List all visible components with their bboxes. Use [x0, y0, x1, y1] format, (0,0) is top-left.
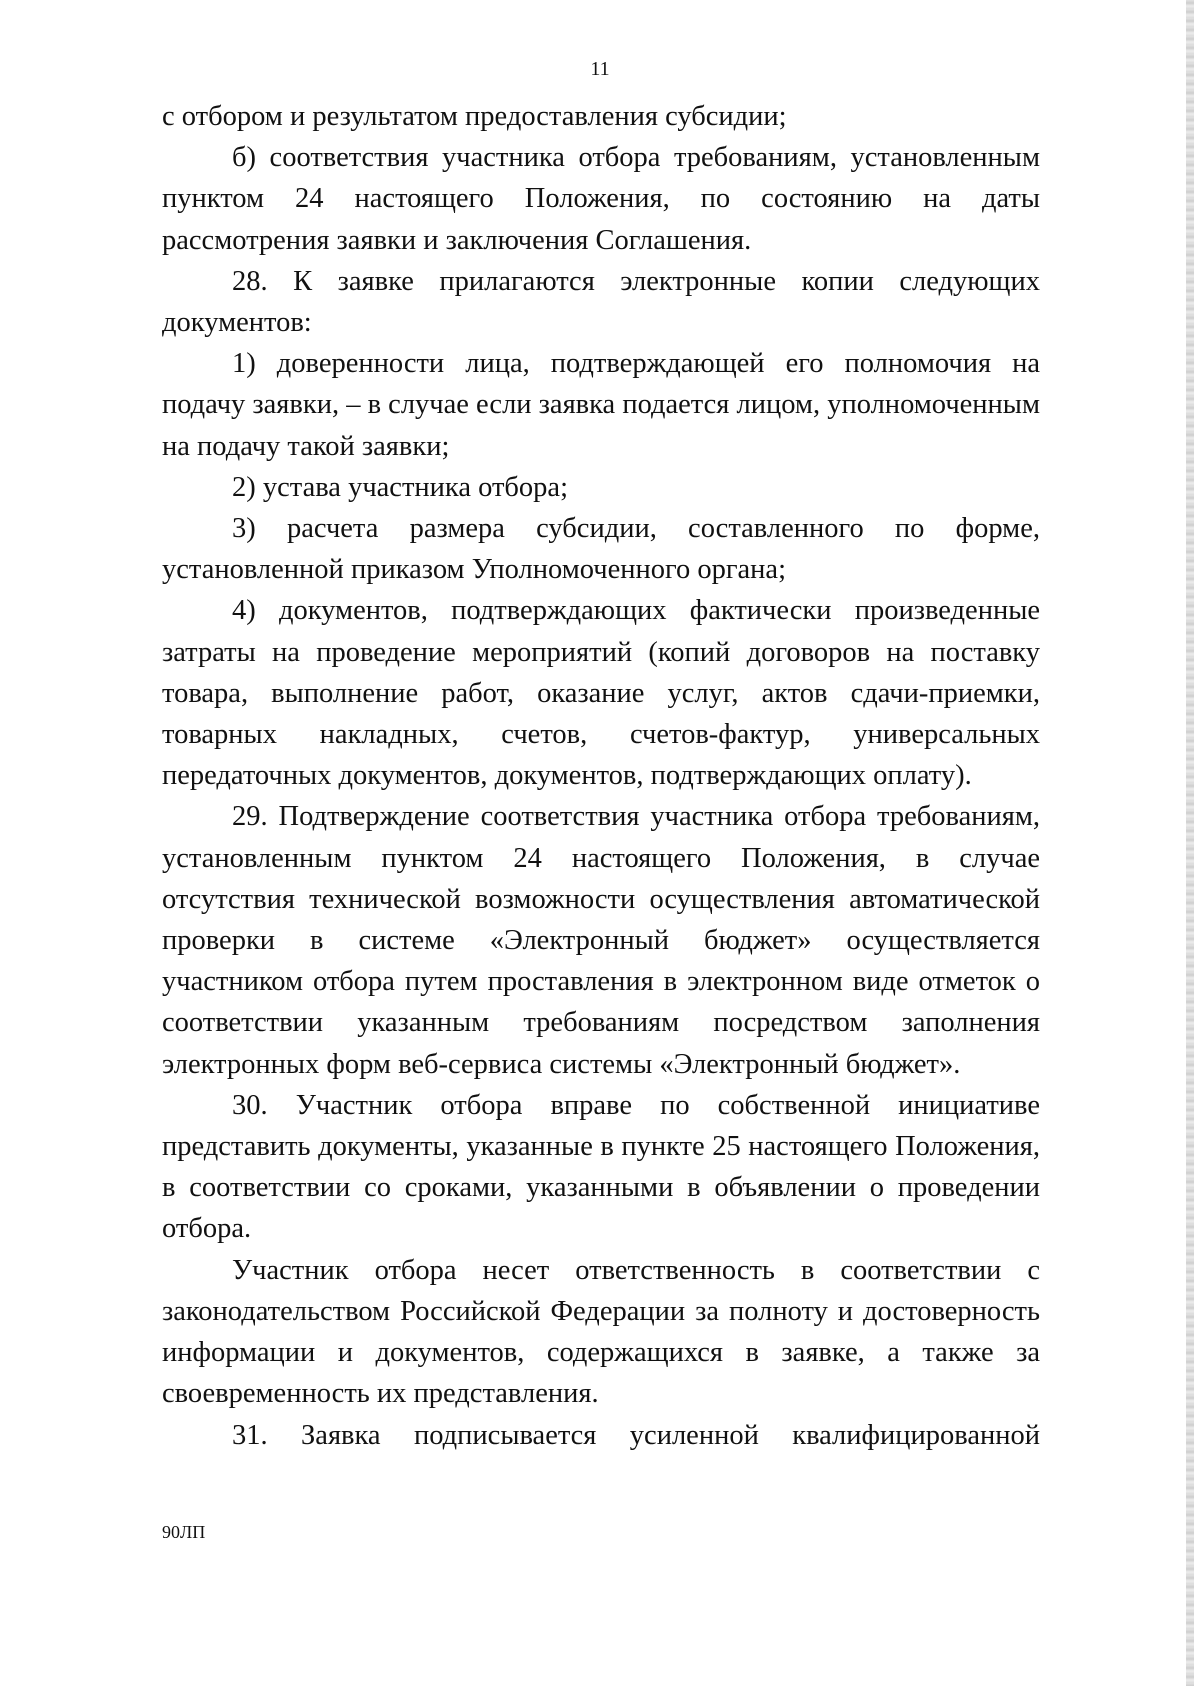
- page-number: 11: [590, 58, 610, 80]
- footer-document-code: 90ЛП: [162, 1522, 206, 1542]
- paragraph-3: 28. К заявке прилагаются электронные копии следующих документов:: [162, 265, 1040, 339]
- paragraph-4: 1) доверенности лица, подтверждающей его полномочия на подачу заявки, – в случае если заявка подается лицом, уполномоченным на подачу такой заявки;: [162, 348, 1040, 462]
- paragraph-7: 4) документов, подтверждающих фактически произведенные затраты на проведение мероприятий (копий договоров на поставку товара, выполнение работ, оказание услуг, актов сдачи-приемки, товарных накладных, счетов, счетов-фактур, универсальных передаточных документов, документов, подтверждающих оплату).: [162, 595, 1040, 792]
- paragraph-2: б) соответствия участника отбора требованиям, установленным пунктом 24 настоящего Положения, по состоянию на даты рассмотрения заявки и заключения Соглашения.: [162, 142, 1040, 256]
- document-body: [162, 96, 1040, 1456]
- paragraph-9: 30. Участник отбора вправе по собственной инициативе представить документы, указанные в пункте 25 настоящего Положения, в соответствии со сроками, указанными в объявлении о проведении отбора.: [162, 1089, 1040, 1245]
- paragraph-10: Участник отбора несет ответственность в соответствии с законодательством Российской Федерации за полноту и достоверность информации и документов, содержащихся в заявке, а также за своевременность их представления.: [162, 1254, 1040, 1410]
- paragraph-6: 3) расчета размера субсидии, составленного по форме, установленной приказом Уполномоченного органа;: [162, 513, 1040, 586]
- paragraph-1: с отбором и результатом предоставления субсидии;: [162, 101, 787, 132]
- paragraph-8: 29. Подтверждение соответствия участника отбора требованиям, установленным пунктом 24 настоящего Положения, в случае отсутствия технической возможности осуществления автоматической проверки в системе «Электронный бюджет» осуществляется участником отбора путем проставления в электронном виде отметок о соответствии указанным требованиям посредством заполнения электронных форм веб-сервиса системы «Электронный бюджет».: [162, 801, 1040, 1080]
- paragraph-11: 31. Заявка подписывается усиленной квалифицированной: [232, 1419, 1040, 1451]
- paragraph-5: 2) устава участника отбора;: [232, 471, 569, 503]
- scan-edge-shadow: [1186, 0, 1194, 1686]
